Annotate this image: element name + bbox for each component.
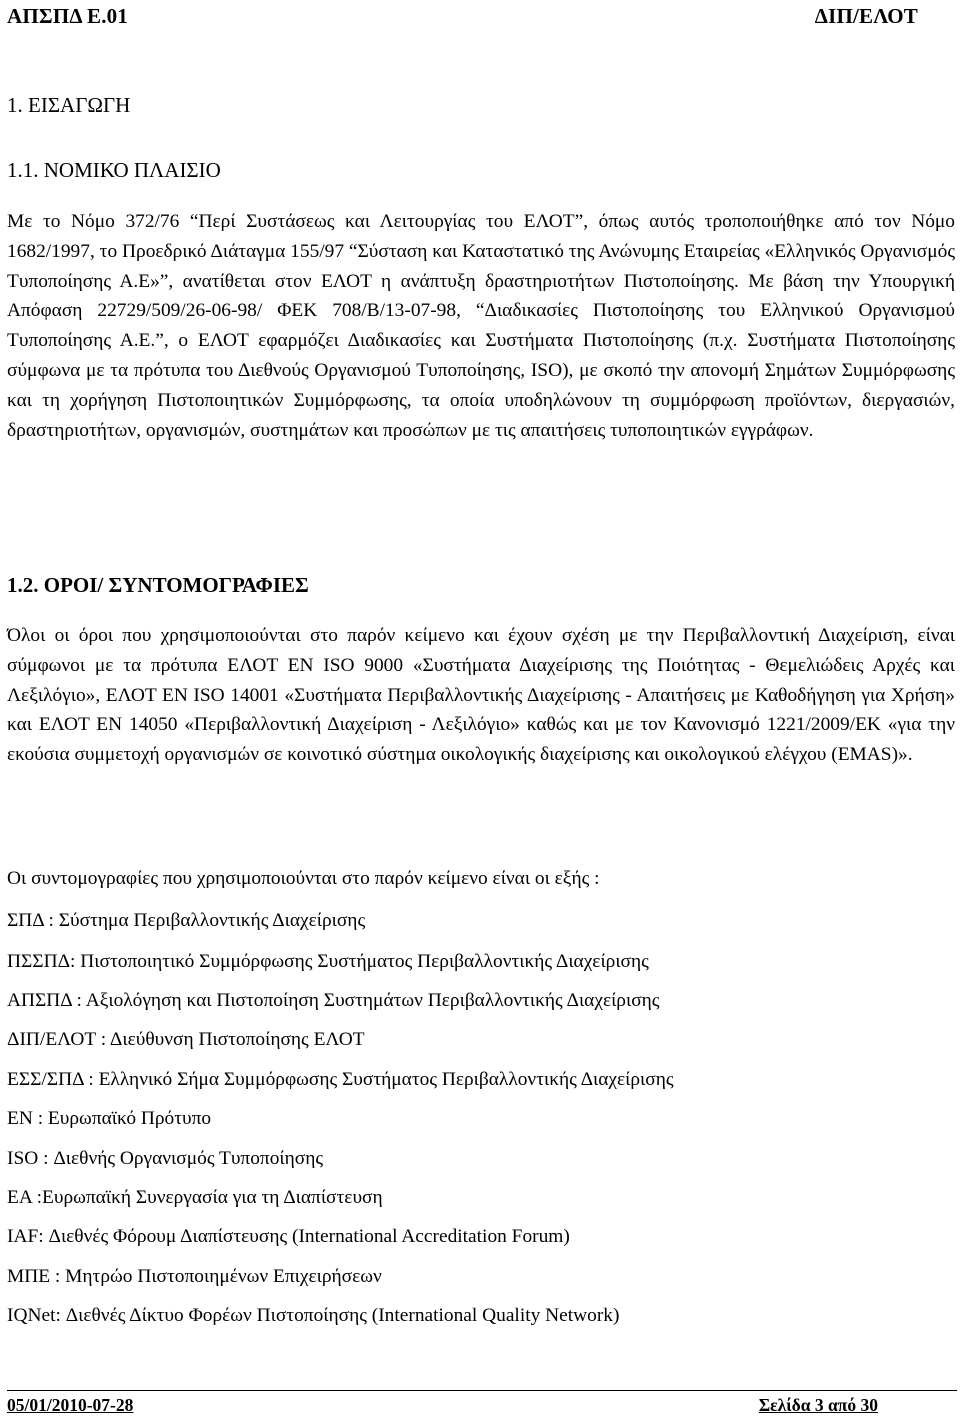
section-1-1-title: 1.1. ΝΟΜΙΚΟ ΠΛΑΙΣΙΟ xyxy=(7,158,221,182)
section-1-title: 1. ΕΙΣΑΓΩΓΗ xyxy=(7,93,131,117)
footer-date: 05/01/2010-07-28 xyxy=(7,1395,134,1415)
footer-divider xyxy=(7,1390,957,1391)
section-1-2-paragraph: Όλοι οι όροι που χρησιμοποιούνται στο παρόν κείμενο και έχουν σχέση με την Περιβαλλοντική Διαχείριση, είναι σύμφωνοι με τα πρότυπα ΕΛΟΤ ΕΝ ISO 9000 «Συστήματα Διαχείρισης της Ποιότητας - Θεμελιώδεις Αρχές και Λεξιλόγιο», ΕΛΟΤ ΕΝ ISO 14001 «Συστήματα Περιβαλλοντικής Διαχείρισης - Απαιτήσεις με Καθοδήγηση για Χρήση» και ΕΛΟΤ ΕΝ 14050 «Περιβαλλοντική Διαχείριση - Λεξιλόγιο» καθώς και με τον Κανονισμό 1221/2009/ΕΚ «για την εκούσια συμμετοχή οργανισμών σε κοινοτικό σύστημα οικολογικής διαχείρισης και οικολογικού ελέγχου (EMAS)». xyxy=(7,625,955,766)
abbreviation-item: ΜΠΕ : Μητρώο Πιστοποιημένων Επιχειρήσεων xyxy=(7,1266,382,1287)
abbreviation-item: ΕΣΣ/ΣΠΔ : Ελληνικό Σήμα Συμμόρφωσης Συστήματος Περιβαλλοντικής Διαχείρισης xyxy=(7,1069,674,1090)
abbreviation-item: ΑΠΣΠΔ : Αξιολόγηση και Πιστοποίηση Συστημάτων Περιβαλλοντικής Διαχείρισης xyxy=(7,990,660,1011)
abbreviation-item: IAF: Διεθνές Φόρουμ Διαπίστευσης (International Accreditation Forum) xyxy=(7,1226,570,1247)
abbreviation-item: ΣΠΔ : Σύστημα Περιβαλλοντικής Διαχείρισης xyxy=(7,910,366,931)
header-document-code: ΑΠΣΠΔ Ε.01 xyxy=(7,4,129,28)
abbreviation-item: ΠΣΣΠΔ: Πιστοποιητικό Συμμόρφωσης Συστήματος Περιβαλλοντικής Διαχείρισης xyxy=(7,951,649,972)
abbreviation-item: ISO : Διεθνής Οργανισμός Τυποποίησης xyxy=(7,1148,324,1169)
section-1-1-paragraph: Με το Νόμο 372/76 “Περί Συστάσεως και Λειτουργίας του ΕΛΟΤ”, όπως αυτός τροποποιήθηκε από τον Νόμο 1682/1997, το Προεδρικό Διάταγμα 155/97 “Σύσταση και Καταστατικό της Ανώνυμης Εταιρείας «Ελληνικός Οργανισμός Τυποποίησης Α.Ε»”, ανατίθεται στον ΕΛΟΤ η ανάπτυξη δραστηριοτήτων Πιστοποίησης. Με βάση την Υπουργική Απόφαση 22729/509/26-06-98/ ΦΕΚ 708/Β/13-07-98, “Διαδικασίες Πιστοποίησης του Ελληνικού Οργανισμού Τυποποίησης Α.Ε.”, ο ΕΛΟΤ εφαρμόζει Διαδικασίες και Συστήματα Πιστοποίησης (π.χ. Συστήματα Πιστοποίησης σύμφωνα με τα πρότυπα του Διεθνούς Οργανισμού Τυποποίησης, ISO), με σκοπό την απονομή Σημάτων Συμμόρφωσης και τη χορήγηση Πιστοποιητικών Συμμόρφωσης, τα οποία υποδηλώνουν τη συμμόρφωση προϊόντων, διεργασιών, δραστηριοτήτων, οργανισμών, συστημάτων και προσώπων με τις απαιτήσεις τυποποιητικών εγγράφων. xyxy=(7,211,955,441)
abbreviation-item: IQNet: Διεθνές Δίκτυο Φορέων Πιστοποίησης (International Quality Network) xyxy=(7,1305,620,1326)
abbreviation-item: ΕΝ : Ευρωπαϊκό Πρότυπο xyxy=(7,1108,212,1129)
abbreviations-intro: Οι συντομογραφίες που χρησιμοποιούνται στο παρόν κείμενο είναι οι εξής : xyxy=(7,868,600,889)
abbreviation-item: ΕΑ :Ευρωπαϊκή Συνεργασία για τη Διαπίστευση xyxy=(7,1187,383,1208)
footer-page-number: Σελίδα 3 από 30 xyxy=(758,1395,878,1415)
abbreviation-item: ΔΙΠ/ΕΛΟΤ : Διεύθυνση Πιστοποίησης ΕΛΟΤ xyxy=(7,1029,365,1050)
header-department: ΔΙΠ/ΕΛΟΤ xyxy=(814,4,918,28)
section-1-2-title: 1.2. ΟΡΟΙ/ ΣΥΝΤΟΜΟΓΡΑΦΙΕΣ xyxy=(7,573,309,597)
